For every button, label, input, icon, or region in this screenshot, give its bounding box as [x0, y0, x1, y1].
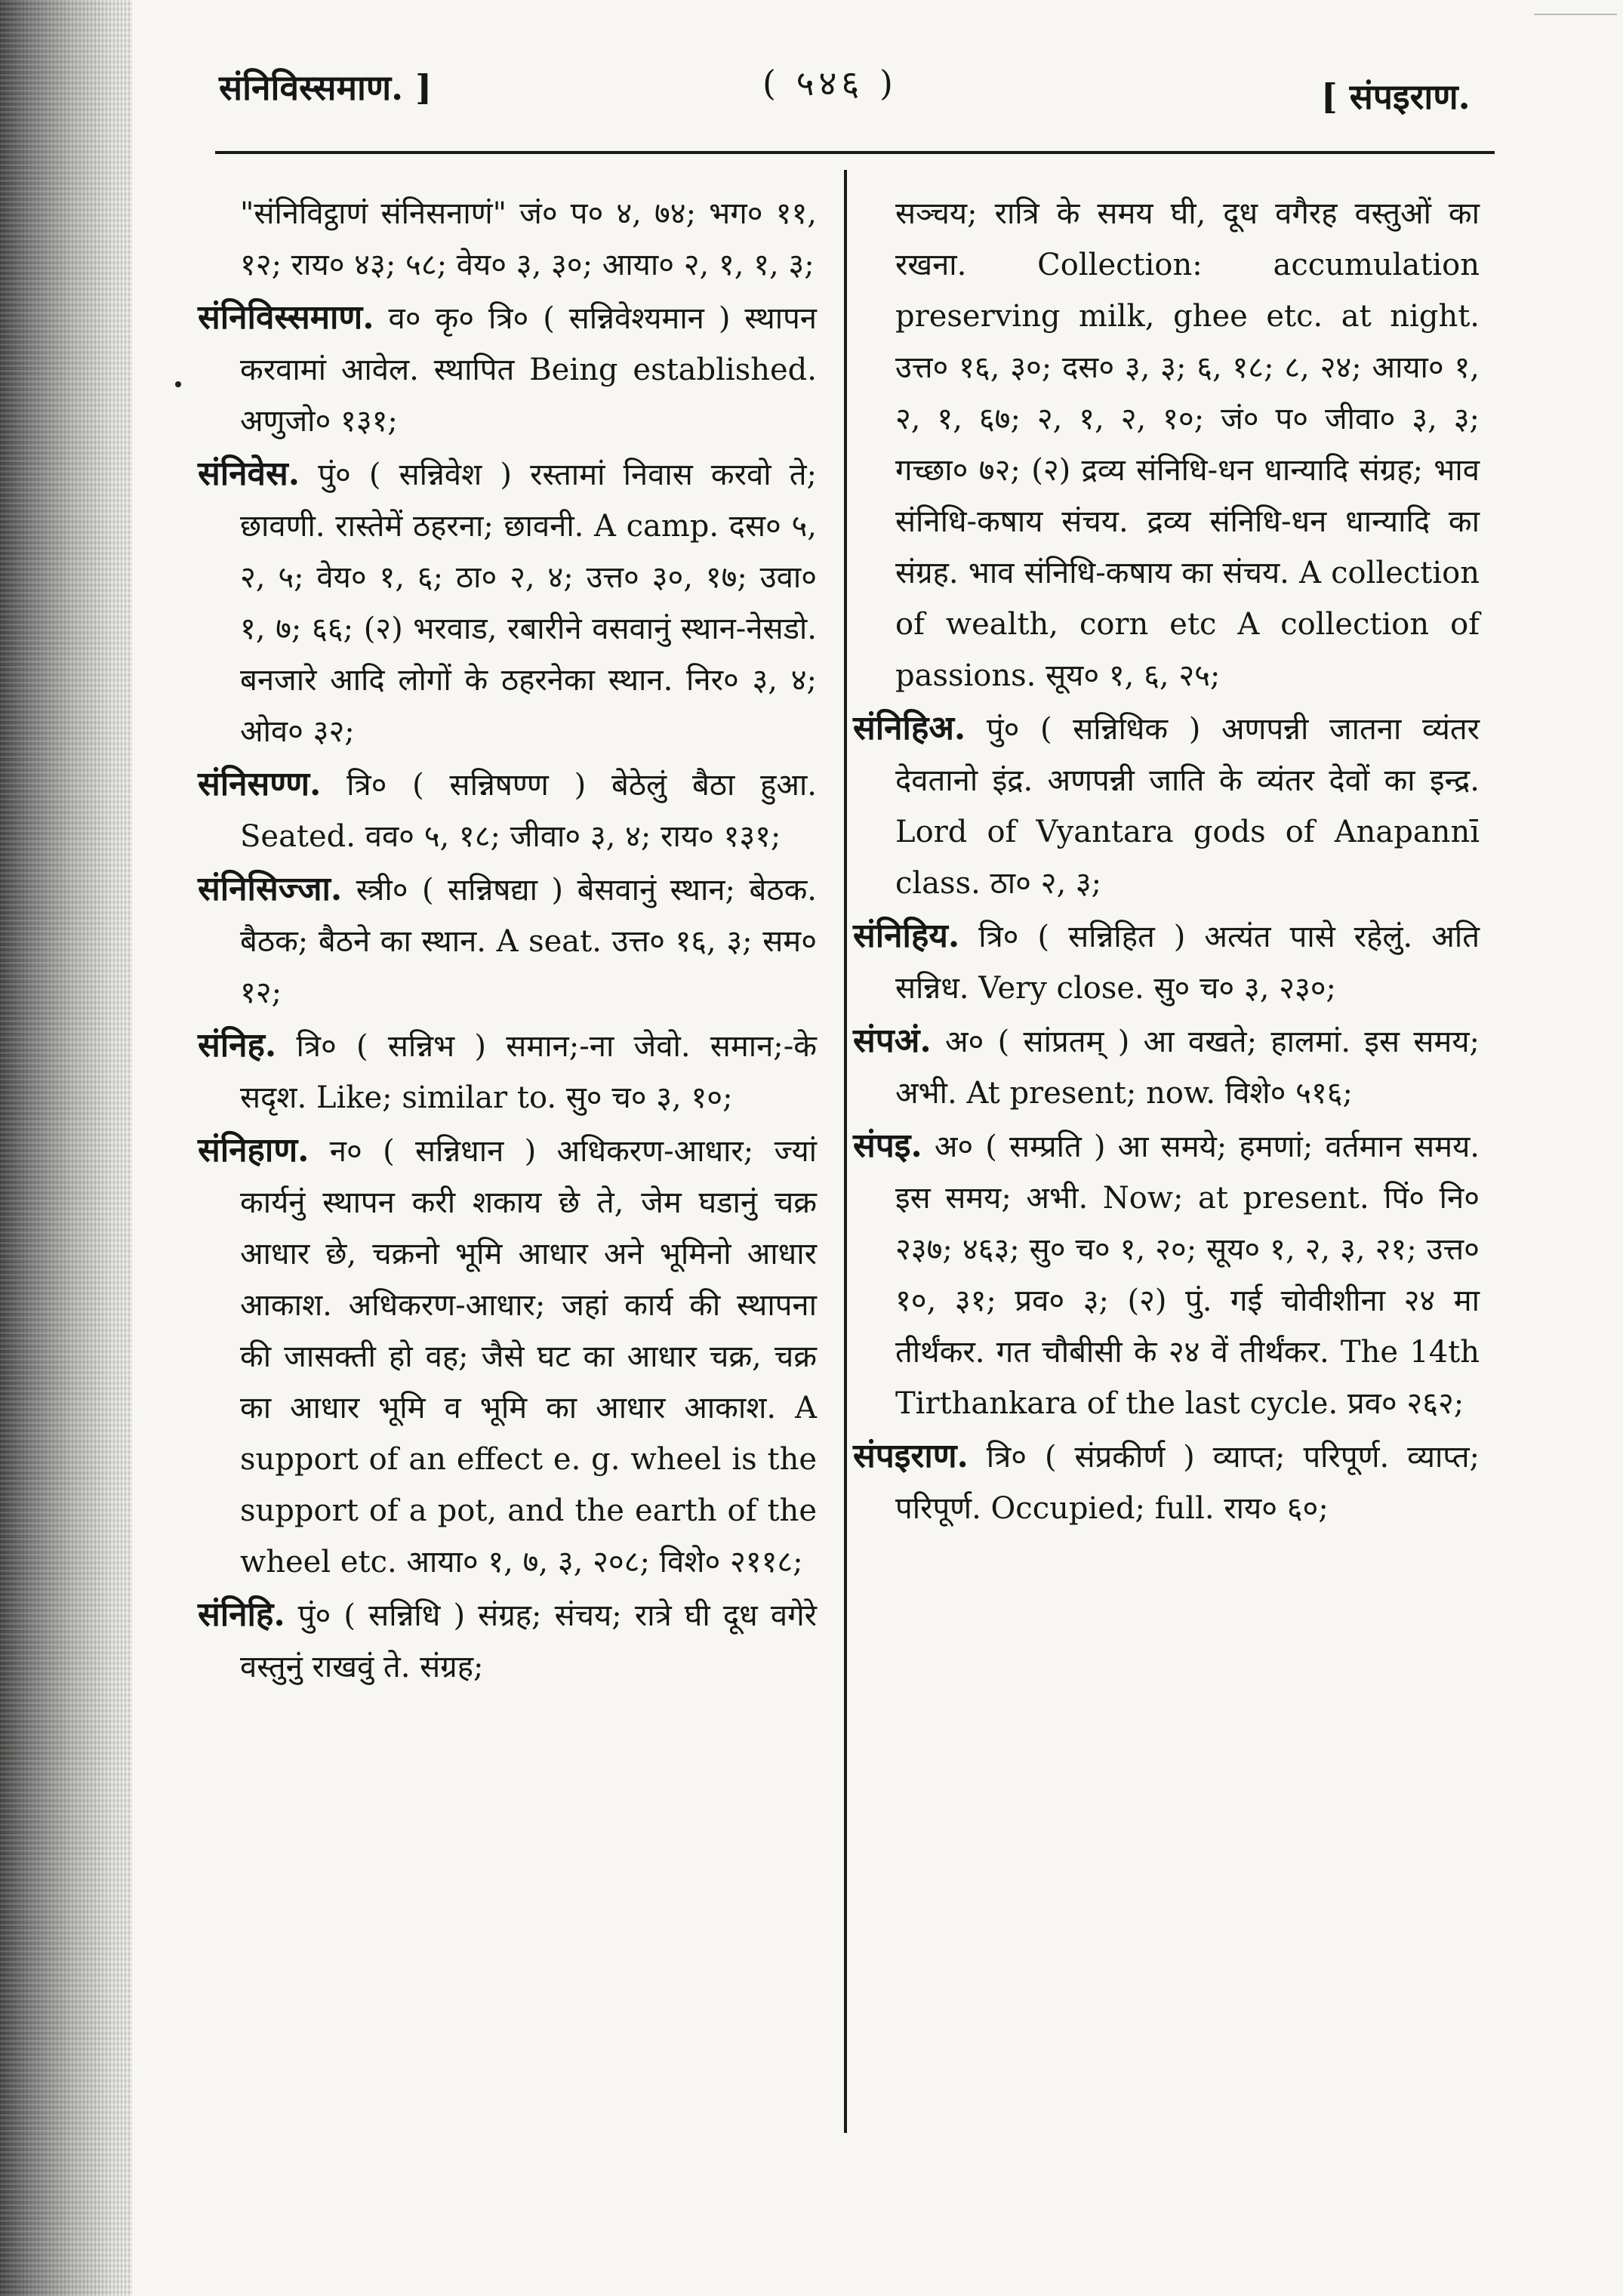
entry-headword: संनिह.	[198, 1026, 277, 1065]
entry-text: त्रि० ( सन्निषण्ण ) बेठेलुं बैठा हुआ. Seated. वव० ५, १८; जीवा० ३, ४; राय० १३१;	[240, 768, 817, 854]
entry-headword: संपइ.	[853, 1126, 922, 1165]
running-head-left: संनिविस्समाण. ]	[219, 67, 432, 108]
entry-text: स्त्री० ( सन्निषद्या ) बेसवानुं स्थान; बेठक. बैठक; बैठने का स्थान. A seat. उत्त० १६, ३; सम० १२;	[240, 873, 818, 1010]
dictionary-entry	[198, 1020, 817, 1123]
page-header	[0, 51, 1623, 117]
entry-headword: संनिसिज्जा.	[198, 870, 343, 908]
entry-headword: संनिहि.	[198, 1595, 285, 1634]
right-column	[853, 187, 1480, 1536]
entry-headword: संनिवेस.	[198, 455, 300, 493]
entry-text: पुं० ( सन्निधि ) संग्रह; संचय; रात्रे घी दूध वगेरे वस्तुनुं राखवुं ते. संग्रह;	[240, 1598, 817, 1684]
entry-text: अ० ( सम्प्रति ) आ समये; हमणां; वर्तमान समय. इस समय; अभी. Now; at present. पिं० नि० २३७; ४६३; सु० च० १, २०; सूय० १, २, ३, २१; उत्त० १०, ३१; प्रव० ३; (२) पुं. गई चोवीशीना २४ मा तीर्थंकर. गत चौबीसी के २४ वें तीर्थंकर. The 14th Tirthankara of the last cycle. प्रव० २६२;	[895, 1130, 1480, 1421]
entry-text: पुं० ( सन्निधिक ) अणपन्नी जातना व्यंतर देवतानो इंद्र. अणपन्नी जाति के व्यंतर देवों का इन्द्र. Lord of Vyantara gods of Anapannī class. ठा० २, ३;	[895, 712, 1480, 901]
dictionary-entry	[198, 448, 817, 757]
entry-text: व० कृ० त्रि० ( सन्निवेश्यमान ) स्थापन करवामां आवेल. स्थापित Being established. अणुजो० १३१;	[240, 301, 817, 439]
entry-headword: संपअं.	[853, 1022, 932, 1060]
entry-text: पुं० ( सन्निवेश ) रस्तामां निवास करवो ते; छावणी. रास्तेमें ठहरना; छावनी. A camp. दस० ५, २, ५; वेय० १, ६; ठा० २, ४; उत्त० ३०, १७; उवा० १, ७; ६६; (२) भरवाड, रबारीने वसवानुं स्थान-नेसडो. बनजारे आदि लोगों के ठहरनेका स्थान. निर० ३, ४; ओव० ३२;	[240, 458, 817, 749]
header-rule	[215, 151, 1495, 154]
dictionary-entry	[198, 759, 817, 862]
dictionary-entry	[198, 187, 817, 291]
dictionary-entry	[853, 1120, 1480, 1429]
entry-text: "संनिविट्ठाणं संनिसनाणं" जं० प० ४, ७४; भग० ११, १२; राय० ४३; ५८; वेय० ३, ३०; आया० २, १, १, ३;	[240, 196, 817, 282]
page-number: ( ५४६ )	[762, 63, 898, 103]
entry-text: त्रि० ( सन्निभ ) समान;-ना जेवो. समान;-के सदृश. Like; similar to. सु० च० ३, १०;	[240, 1029, 818, 1115]
entry-text: अ० ( सांप्रतम् ) आ वखते; हालमां. इस समय; अभी. At present; now. विशे० ५१६;	[895, 1025, 1480, 1111]
left-column	[198, 187, 817, 1694]
entry-text: सञ्चय; रात्रि के समय घी, दूध वगैरह वस्तुओं का रखना. Collection: accumulation preserving milk, ghee etc. at night. उत्त० १६, ३०; दस० ३, ३; ६, १८; ८, २४; आया० १, २, १, ६७; २, १, २, १०; जं० प० जीवा० ३, ३; गच्छा० ७२; (२) द्रव्य संनिधि-धन धान्यादि संग्रह; भाव संनिधि-कषाय संचय. द्रव्य संनिधि-धन धान्यादि का संग्रह. भाव संनिधि-कषाय का संचय. A collection of wealth, corn etc A collection of passions. सूय० १, ६, २५;	[895, 196, 1480, 693]
dictionary-entry	[853, 187, 1480, 701]
dictionary-entry	[198, 1589, 817, 1693]
scanned-page-edge	[0, 0, 132, 2296]
dictionary-entry	[853, 911, 1480, 1014]
dictionary-entry	[198, 864, 817, 1019]
dictionary-entry	[853, 703, 1480, 909]
corner-mark	[1534, 14, 1617, 15]
column-divider	[844, 170, 847, 2133]
entry-headword: संनिहिय.	[853, 917, 960, 955]
entry-headword: संनिहिअ.	[853, 709, 966, 747]
entry-text: त्रि० ( सन्निहित ) अत्यंत पासे रहेलुं. अति सन्निध. Very close. सु० च० ३, २३०;	[895, 920, 1480, 1006]
margin-dot	[175, 381, 181, 387]
running-head-right: [ संपइराण.	[1321, 76, 1471, 117]
dictionary-entry	[853, 1431, 1480, 1534]
dictionary-entry	[853, 1015, 1480, 1119]
entry-text: न० ( सन्निधान ) अधिकरण-आधार; ज्यां कार्यनुं स्थापन करी शकाय छे ते, जेम घडानुं चक्र आधार छे, चक्रनो भूमि आधार अने भूमिनो आधार आकाश. अधिकरण-आधार; जहां कार्य की स्थापना की जासक्ती हो वह; जैसे घट का आधार चक्र, चक्र का आधार भूमि व भूमि का आधार आकाश. A support of an effect e. g. wheel is the support of a pot, and the earth of the wheel etc. आया० १, ७, ३, २०८; विशे० २११८;	[240, 1134, 818, 1579]
dictionary-entry	[198, 292, 817, 447]
entry-headword: संनिहाण.	[198, 1131, 310, 1170]
entry-headword: संनिसण्ण.	[198, 765, 322, 803]
entry-text: त्रि० ( संप्रकीर्ण ) व्याप्त; परिपूर्ण. व्याप्त; परिपूर्ण. Occupied; full. राय० ६०;	[895, 1440, 1480, 1526]
dictionary-entry	[198, 1125, 817, 1588]
entry-headword: संनिविस्समाण.	[198, 298, 374, 337]
entry-headword: संपइराण.	[853, 1437, 969, 1475]
